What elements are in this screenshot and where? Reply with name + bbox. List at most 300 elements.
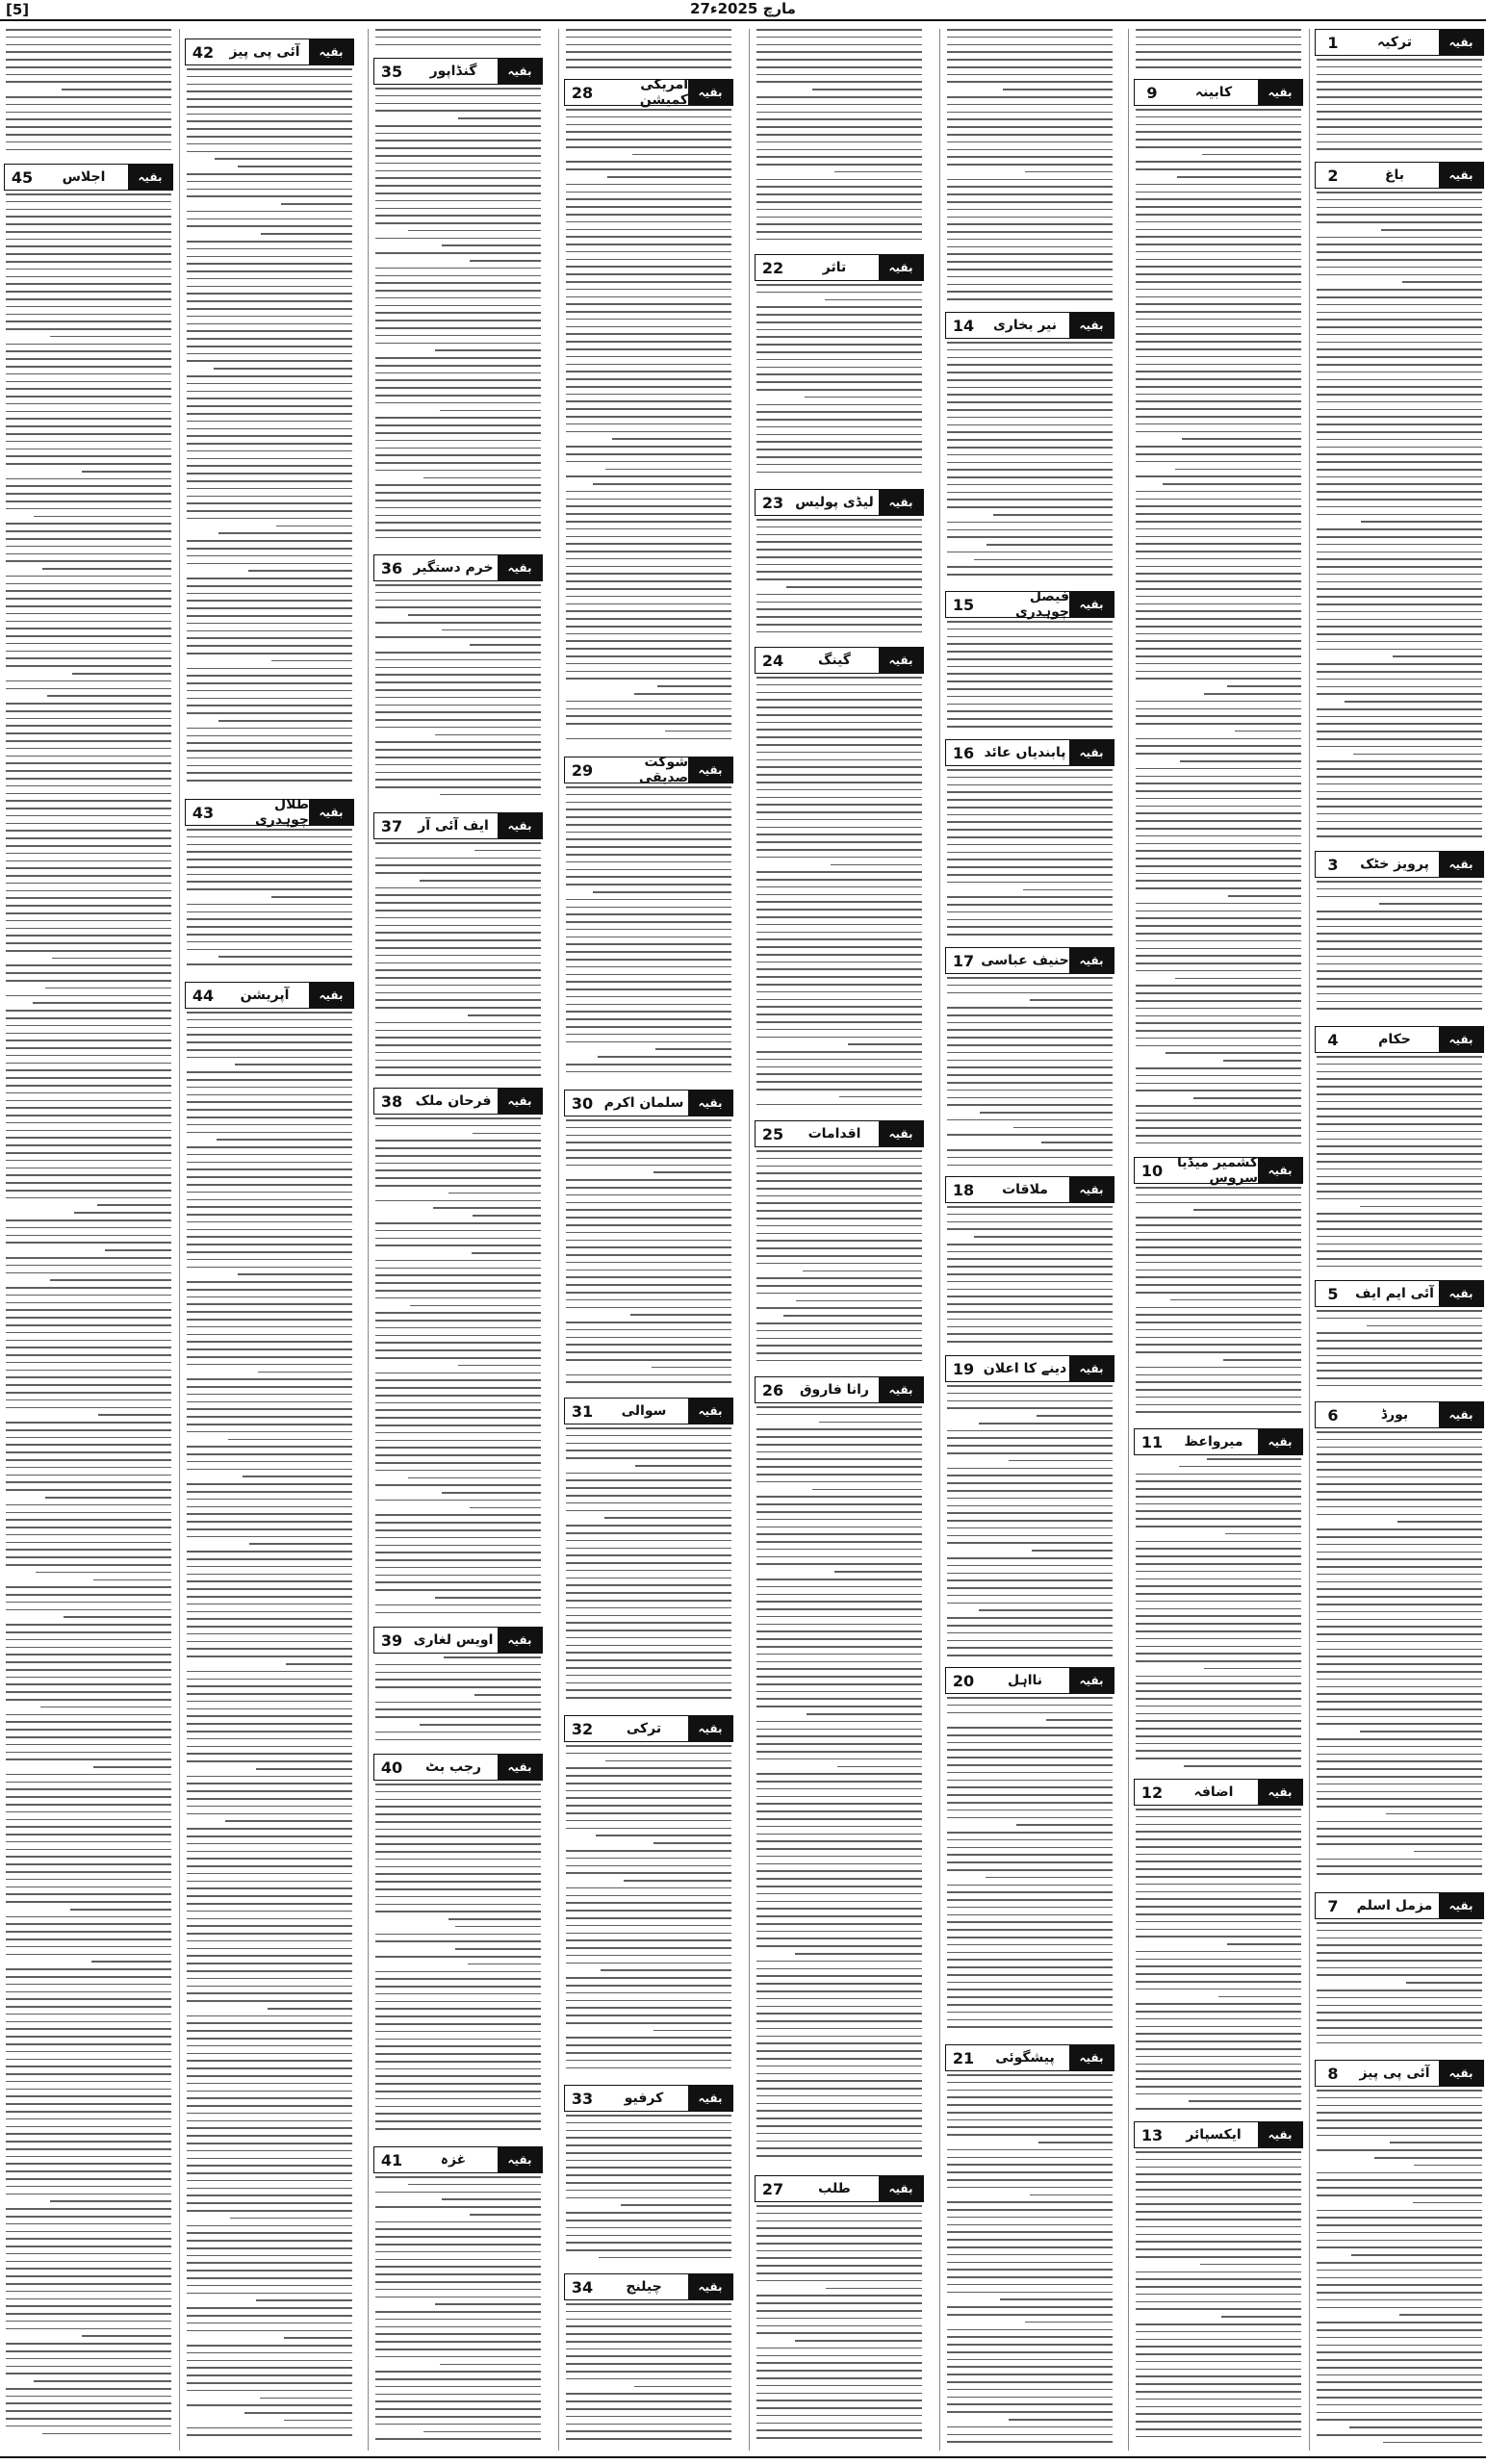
article-title: فرحان ملک bbox=[415, 1093, 492, 1109]
text-line bbox=[187, 1566, 352, 1568]
article-title: فیصل چوہدری bbox=[1014, 591, 1069, 620]
text-line bbox=[947, 658, 1113, 660]
text-line bbox=[1317, 2389, 1482, 2391]
text-line bbox=[566, 1917, 731, 1919]
text-line bbox=[6, 425, 171, 427]
text-line bbox=[6, 688, 171, 690]
text-line bbox=[566, 2197, 731, 2199]
text-line bbox=[375, 177, 541, 179]
text-line bbox=[187, 1057, 352, 1059]
text-line bbox=[1136, 1314, 1301, 1316]
article-header bbox=[373, 1088, 543, 1115]
text-line bbox=[6, 1017, 171, 1019]
text-line bbox=[375, 1147, 541, 1149]
article-number: 40 bbox=[380, 1758, 403, 1777]
text-line bbox=[1136, 2159, 1301, 2161]
text-line bbox=[756, 834, 922, 835]
article-24 bbox=[755, 647, 924, 1116]
text-line bbox=[6, 81, 171, 83]
text-line bbox=[1317, 1161, 1482, 1163]
text-line bbox=[756, 344, 922, 346]
text-line bbox=[187, 645, 352, 647]
text-line bbox=[566, 1540, 731, 1542]
text-line bbox=[1136, 348, 1301, 350]
text-line bbox=[187, 1168, 352, 1170]
text-line bbox=[756, 359, 922, 361]
text-line bbox=[1317, 2367, 1482, 2369]
text-line bbox=[1136, 453, 1301, 455]
text-line bbox=[375, 1238, 541, 1240]
text-line bbox=[756, 1751, 922, 1753]
column-divider bbox=[558, 29, 559, 2451]
text-line bbox=[6, 1744, 171, 1746]
article-header bbox=[373, 2146, 543, 2173]
article-44 bbox=[185, 982, 354, 2451]
text-line bbox=[947, 2374, 1113, 2375]
column-7 bbox=[185, 29, 354, 2451]
text-line bbox=[187, 1611, 352, 1613]
text-line bbox=[47, 695, 171, 697]
text-line bbox=[375, 1859, 541, 1861]
text-line bbox=[6, 1489, 171, 1491]
text-line bbox=[947, 1535, 1113, 1537]
text-line bbox=[1136, 1541, 1301, 1543]
text-line bbox=[566, 959, 731, 961]
text-line bbox=[6, 1227, 171, 1229]
article-body bbox=[566, 1745, 731, 2081]
text-line bbox=[756, 2080, 922, 2082]
text-line bbox=[1023, 889, 1113, 891]
text-line bbox=[6, 928, 171, 930]
text-line bbox=[566, 273, 731, 275]
text-line bbox=[375, 1395, 541, 1397]
text-line bbox=[1136, 2361, 1301, 2363]
text-line bbox=[238, 166, 352, 167]
text-line bbox=[1136, 1861, 1301, 1862]
text-line bbox=[756, 112, 922, 114]
text-line bbox=[187, 1132, 352, 1134]
text-line bbox=[1136, 1706, 1301, 1707]
article-header bbox=[564, 1398, 733, 1424]
text-line bbox=[187, 1986, 352, 1988]
text-line bbox=[596, 1835, 731, 1836]
text-line bbox=[819, 1422, 922, 1424]
text-line bbox=[756, 549, 922, 551]
text-line bbox=[375, 1297, 541, 1299]
text-line bbox=[187, 742, 352, 744]
text-line bbox=[187, 278, 352, 280]
text-line bbox=[187, 76, 352, 78]
text-line bbox=[6, 703, 171, 705]
text-line bbox=[187, 1041, 352, 1043]
text-line bbox=[756, 2095, 922, 2097]
text-line bbox=[1136, 2436, 1301, 2438]
text-line bbox=[756, 1330, 922, 1332]
text-line bbox=[34, 2380, 171, 2382]
text-line bbox=[6, 1392, 171, 1394]
article-body bbox=[1136, 1458, 1301, 1775]
text-line bbox=[1136, 408, 1301, 410]
text-line bbox=[375, 2311, 541, 2313]
text-line bbox=[1317, 2345, 1482, 2347]
text-line bbox=[1317, 1362, 1482, 1364]
text-line bbox=[1317, 1649, 1482, 1651]
text-line bbox=[1136, 588, 1301, 590]
text-line bbox=[1317, 821, 1482, 823]
text-line bbox=[187, 2067, 352, 2069]
text-line bbox=[6, 1863, 171, 1865]
text-line bbox=[187, 1079, 352, 1081]
text-line bbox=[947, 1296, 1113, 1297]
text-line bbox=[1136, 903, 1301, 905]
text-line bbox=[566, 2167, 731, 2169]
text-line bbox=[566, 824, 731, 826]
text-line bbox=[947, 1333, 1113, 1335]
text-line bbox=[1136, 962, 1301, 964]
text-line bbox=[756, 1608, 922, 1610]
text-line bbox=[1136, 1891, 1301, 1893]
text-line bbox=[6, 1144, 171, 1146]
text-line bbox=[1317, 581, 1482, 583]
text-line bbox=[187, 2158, 352, 2160]
text-line bbox=[756, 472, 922, 474]
text-line bbox=[566, 1018, 731, 1020]
text-line bbox=[756, 1414, 922, 1416]
text-line bbox=[947, 844, 1113, 846]
continued-text bbox=[1136, 29, 1301, 75]
text-line bbox=[375, 379, 541, 381]
text-line bbox=[947, 2201, 1113, 2203]
text-line bbox=[1136, 1750, 1301, 1752]
text-line bbox=[566, 2416, 731, 2418]
text-line bbox=[947, 59, 1113, 61]
text-line bbox=[1136, 708, 1301, 710]
text-line bbox=[6, 875, 171, 877]
text-line bbox=[1136, 1623, 1301, 1625]
text-line bbox=[6, 770, 171, 772]
text-line bbox=[1218, 1996, 1301, 1998]
text-line bbox=[756, 2318, 922, 2320]
text-line bbox=[1136, 1563, 1301, 1565]
text-line bbox=[1317, 1198, 1482, 1200]
text-line bbox=[756, 2280, 922, 2282]
article-number: 16 bbox=[952, 743, 975, 762]
text-line bbox=[566, 303, 731, 305]
text-line bbox=[756, 729, 922, 731]
text-line bbox=[566, 1812, 731, 1814]
text-line bbox=[756, 381, 922, 383]
text-line bbox=[825, 299, 922, 301]
text-line bbox=[947, 193, 1113, 195]
text-line bbox=[756, 789, 922, 791]
text-line bbox=[1175, 978, 1301, 980]
text-line bbox=[217, 1139, 352, 1141]
text-line bbox=[1136, 1292, 1301, 1294]
text-line bbox=[947, 882, 1113, 884]
text-line bbox=[566, 1570, 731, 1572]
text-line bbox=[1317, 1476, 1482, 1478]
text-line bbox=[6, 1512, 171, 1514]
text-line bbox=[1163, 483, 1301, 485]
text-line bbox=[566, 2235, 731, 2237]
text-line bbox=[947, 1097, 1113, 1099]
text-line bbox=[375, 2075, 541, 2077]
text-line bbox=[375, 2023, 541, 2025]
text-line bbox=[566, 816, 731, 818]
text-line bbox=[947, 2269, 1113, 2271]
text-line bbox=[375, 155, 541, 157]
text-line bbox=[947, 1266, 1113, 1268]
text-line bbox=[187, 1865, 352, 1867]
text-line bbox=[566, 1240, 731, 1242]
article-body bbox=[947, 342, 1113, 587]
text-line bbox=[947, 977, 1113, 979]
text-line bbox=[1317, 111, 1482, 113]
text-line bbox=[6, 1602, 171, 1604]
text-line bbox=[187, 1461, 352, 1463]
continued-badge: بقیہ bbox=[879, 490, 923, 515]
text-line bbox=[756, 2348, 922, 2349]
text-line bbox=[566, 1157, 731, 1159]
text-line bbox=[375, 1417, 541, 1419]
text-line bbox=[756, 149, 922, 151]
text-line bbox=[1136, 1202, 1301, 1204]
text-line bbox=[1317, 1566, 1482, 1568]
text-line bbox=[756, 2377, 922, 2379]
text-line bbox=[1136, 1555, 1301, 1557]
text-line bbox=[1317, 1746, 1482, 1748]
text-line bbox=[1136, 44, 1301, 46]
text-line bbox=[947, 1251, 1113, 1253]
text-line bbox=[248, 570, 352, 572]
text-line bbox=[566, 348, 731, 350]
text-line bbox=[375, 1052, 541, 1054]
text-line bbox=[1317, 1514, 1482, 1516]
text-line bbox=[375, 1835, 541, 1837]
text-line bbox=[756, 1893, 922, 1895]
text-line bbox=[947, 1587, 1113, 1589]
text-line bbox=[375, 681, 541, 683]
text-line bbox=[947, 1445, 1113, 1447]
article-19 bbox=[945, 1355, 1114, 1663]
text-line bbox=[187, 1034, 352, 1036]
text-line bbox=[375, 2031, 541, 2033]
text-line bbox=[50, 2200, 171, 2202]
text-line bbox=[566, 794, 731, 796]
text-line bbox=[566, 996, 731, 998]
text-line bbox=[1317, 2172, 1482, 2174]
text-line bbox=[187, 1267, 352, 1269]
text-line bbox=[756, 1706, 922, 1707]
text-line bbox=[947, 1655, 1113, 1656]
text-line bbox=[1136, 109, 1301, 111]
text-line bbox=[566, 371, 731, 372]
text-line bbox=[187, 630, 352, 632]
text-line bbox=[6, 283, 171, 285]
page-number: [5] bbox=[6, 1, 30, 18]
continued-text bbox=[756, 29, 922, 250]
text-line bbox=[6, 2021, 171, 2023]
text-line bbox=[566, 236, 731, 238]
text-line bbox=[6, 2238, 171, 2240]
text-line bbox=[756, 456, 922, 458]
text-line bbox=[1136, 648, 1301, 650]
text-line bbox=[375, 2438, 541, 2440]
text-line bbox=[947, 688, 1113, 690]
text-line bbox=[82, 2335, 171, 2337]
text-line bbox=[375, 2408, 541, 2410]
text-line bbox=[375, 705, 541, 706]
text-line bbox=[756, 2302, 922, 2304]
text-line bbox=[455, 1948, 541, 1950]
text-line bbox=[1317, 2322, 1482, 2323]
text-line bbox=[6, 2014, 171, 2015]
text-line bbox=[187, 2240, 352, 2242]
text-line bbox=[566, 1584, 731, 1586]
article-33 bbox=[564, 2085, 733, 2270]
text-line bbox=[566, 951, 731, 953]
text-line bbox=[566, 1775, 731, 1777]
text-line bbox=[566, 446, 731, 448]
text-line bbox=[756, 74, 922, 76]
text-line bbox=[1136, 2056, 1301, 2058]
text-line bbox=[566, 1142, 731, 1143]
text-line bbox=[1136, 2375, 1301, 2377]
text-line bbox=[6, 1467, 171, 1469]
text-line bbox=[566, 899, 731, 901]
text-line bbox=[947, 454, 1113, 456]
text-line bbox=[979, 1609, 1113, 1611]
text-line bbox=[375, 1163, 541, 1165]
text-line bbox=[756, 1758, 922, 1760]
text-line bbox=[947, 51, 1113, 53]
text-line bbox=[566, 2355, 731, 2357]
text-line bbox=[756, 722, 922, 724]
text-line bbox=[187, 1701, 352, 1703]
text-line bbox=[566, 1427, 731, 1429]
text-line bbox=[947, 1052, 1113, 1054]
text-line bbox=[756, 1923, 922, 1925]
article-header bbox=[564, 1715, 733, 1742]
text-line bbox=[756, 2400, 922, 2401]
text-line bbox=[1180, 760, 1301, 762]
text-line bbox=[375, 1335, 541, 1337]
text-line bbox=[756, 1886, 922, 1887]
text-line bbox=[947, 2157, 1113, 2159]
text-line bbox=[435, 349, 541, 351]
continued-badge: بقیہ bbox=[688, 2086, 732, 2111]
text-line bbox=[947, 1289, 1113, 1291]
text-line bbox=[1136, 948, 1301, 950]
text-line bbox=[1317, 1843, 1482, 1845]
text-line bbox=[566, 2122, 731, 2124]
text-line bbox=[375, 2098, 541, 2100]
text-line bbox=[1136, 2018, 1301, 2020]
text-line bbox=[6, 1115, 171, 1116]
article-header bbox=[373, 554, 543, 581]
text-line bbox=[187, 2053, 352, 2055]
text-line bbox=[1317, 2412, 1482, 2414]
text-line bbox=[756, 1533, 922, 1535]
text-line bbox=[1136, 1913, 1301, 1915]
text-line bbox=[1136, 1344, 1301, 1346]
text-line bbox=[756, 2423, 922, 2425]
text-line bbox=[756, 231, 922, 233]
article-43 bbox=[185, 799, 354, 978]
article-body bbox=[1136, 1809, 1301, 2118]
text-line bbox=[375, 955, 541, 957]
text-line bbox=[947, 349, 1113, 351]
text-line bbox=[634, 2386, 731, 2388]
text-line bbox=[375, 1843, 541, 1845]
text-line bbox=[1136, 1246, 1301, 1248]
text-line bbox=[566, 1865, 731, 1867]
article-number: 8 bbox=[1327, 2064, 1339, 2083]
text-line bbox=[375, 2113, 541, 2115]
text-line bbox=[756, 699, 922, 701]
text-line bbox=[665, 731, 731, 732]
text-line bbox=[1317, 89, 1482, 90]
text-line bbox=[566, 869, 731, 871]
text-line bbox=[1317, 716, 1482, 718]
text-line bbox=[187, 1536, 352, 1538]
text-line bbox=[566, 1165, 731, 1167]
text-line bbox=[1136, 573, 1301, 575]
text-line bbox=[6, 1758, 171, 1760]
text-line bbox=[756, 1616, 922, 1618]
text-line bbox=[566, 846, 731, 848]
text-line bbox=[947, 1037, 1113, 1039]
text-line bbox=[1317, 2090, 1482, 2092]
text-line bbox=[375, 1934, 541, 1936]
text-line bbox=[1317, 1828, 1482, 1830]
article-number: 5 bbox=[1327, 1284, 1339, 1303]
text-line bbox=[1136, 1653, 1301, 1655]
text-line bbox=[187, 1176, 352, 1178]
text-line bbox=[433, 1207, 541, 1209]
text-line bbox=[187, 615, 352, 617]
text-line bbox=[1317, 1604, 1482, 1605]
text-line bbox=[566, 461, 731, 463]
article-title: طلب bbox=[818, 2181, 851, 2196]
text-line bbox=[947, 74, 1113, 76]
text-line bbox=[1317, 251, 1482, 253]
article-13 bbox=[1134, 2121, 1303, 2451]
text-line bbox=[566, 1487, 731, 1489]
text-line bbox=[6, 2366, 171, 2368]
text-line bbox=[947, 1214, 1113, 1216]
article-header bbox=[373, 1627, 543, 1654]
text-line bbox=[6, 2194, 171, 2195]
text-line bbox=[375, 2326, 541, 2328]
text-line bbox=[1136, 521, 1301, 523]
text-line bbox=[1317, 1835, 1482, 1837]
article-title: اضافہ bbox=[1193, 1784, 1234, 1800]
article-body bbox=[947, 2074, 1113, 2451]
text-line bbox=[187, 1806, 352, 1808]
text-line bbox=[468, 1014, 541, 1016]
text-line bbox=[756, 1277, 922, 1279]
text-line bbox=[6, 732, 171, 734]
text-line bbox=[756, 2050, 922, 2052]
text-line bbox=[947, 276, 1113, 278]
text-line bbox=[187, 1019, 352, 1021]
text-line bbox=[420, 880, 541, 882]
text-line bbox=[375, 327, 541, 329]
text-line bbox=[375, 592, 541, 594]
text-line bbox=[6, 1811, 171, 1813]
text-line bbox=[375, 1791, 541, 1793]
